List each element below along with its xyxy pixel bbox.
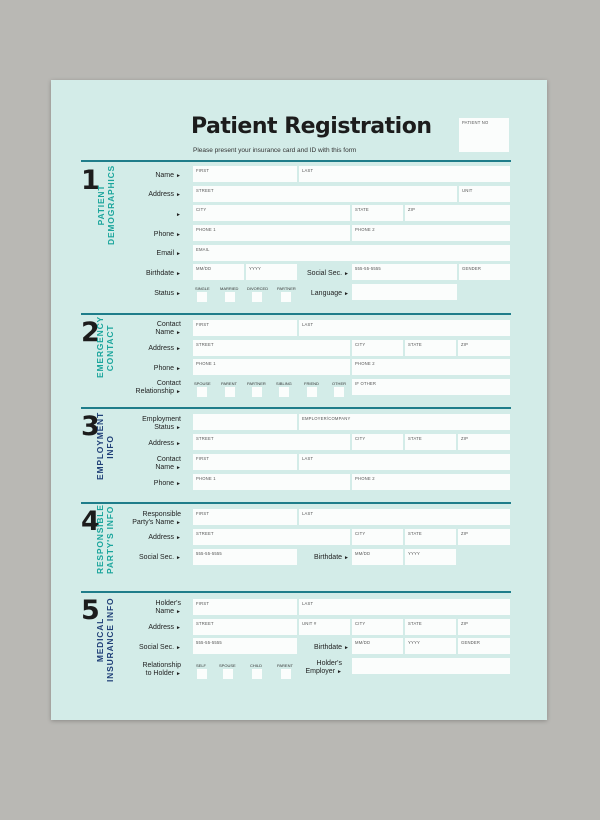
patient-no-label: PATIENT NO [462,120,489,125]
holder-ssn-label [51,644,181,652]
holder-first-field[interactable] [193,599,297,615]
responsible-first-field[interactable] [193,509,297,525]
section-1-number: 1 [81,165,100,196]
phone2-placeholder: PHONE 2 [355,361,375,366]
arrow-icon: ► [176,555,181,561]
ssn-placeholder: 555-55-5555 [196,551,222,556]
employment-zip-field[interactable] [458,434,510,450]
holder-birth-yyyy-field[interactable] [405,638,456,654]
first-placeholder: FIRST [196,456,210,461]
gender-placeholder: GENDER [462,266,482,271]
section-5-rule [81,591,511,593]
yyyy-placeholder: YYYY [408,551,420,556]
zip-placeholder: ZIP [408,207,416,212]
section-2-title-line2: CONTACT [105,324,115,372]
arrow-icon: ► [176,212,181,218]
section-3-number: 3 [81,411,100,442]
form-title: Patient Registration [191,114,432,139]
section-1-rule [81,160,511,162]
emergency-address-label [51,345,181,353]
arrow-icon: ► [176,671,181,677]
arrow-icon: ► [176,251,181,257]
emergency-street-field[interactable] [193,340,350,356]
self-label: SELF [196,663,207,668]
divorced-label: DIVORCED [247,286,269,291]
section-3-rule [81,407,511,409]
name-label-text: Name [155,172,175,179]
street-placeholder: STREET [196,436,214,441]
state-field[interactable] [352,205,403,221]
zip-field[interactable] [405,205,510,221]
unit-field[interactable] [459,186,510,202]
friend-checkbox[interactable] [307,387,317,397]
holder-unit-field[interactable] [299,619,350,635]
parent-label: PARENT [221,381,237,386]
label-line1: Relationship [142,662,181,669]
status-label-text: Status [154,290,175,297]
street-placeholder: STREET [196,531,214,536]
emergency-state-field[interactable] [405,340,456,356]
label-line2: Party's Name [132,519,175,526]
city-placeholder: CITY [355,621,366,626]
arrow-icon: ► [176,291,181,297]
label-line2: Employer [305,668,336,675]
emergency-phone2-field[interactable] [352,359,510,375]
street-placeholder: STREET [196,621,214,626]
employment-street-field[interactable] [193,434,350,450]
birthdate-label-text: Birthdate [146,270,175,277]
employment-state-field[interactable] [405,434,456,450]
parent-checkbox[interactable] [225,387,235,397]
employment-phone-label [51,480,181,488]
city-placeholder: CITY [355,531,366,536]
arrow-icon: ► [176,625,181,631]
address-label-text: Address [148,624,175,631]
responsible-city-field[interactable] [352,529,403,545]
email-field[interactable] [193,245,510,261]
language-field[interactable] [352,284,457,300]
arrow-icon: ► [176,535,181,541]
responsible-party-name-label [51,511,181,527]
holder-birthdate-label [219,644,349,652]
label-line1: Employment [142,416,181,423]
phone2-placeholder: PHONE 2 [355,227,375,232]
label-line2: to Holder [145,670,175,677]
child-label: CHILD [250,663,263,668]
holder-employer-field[interactable] [352,658,510,674]
single-checkbox[interactable] [197,292,207,302]
mmdd-placeholder: MM/DD [196,266,212,271]
phone-label-text: Phone [153,480,175,487]
section-4-title-line2: PARTY'S INFO [105,505,115,574]
responsible-zip-field[interactable] [458,529,510,545]
first-name-placeholder: FIRST [196,168,210,173]
gender-field[interactable] [459,264,510,280]
holder-name-label [51,600,181,616]
zip-placeholder: ZIP [461,342,469,347]
label-line2: Name [155,608,175,615]
unit-placeholder: UNIT # [302,621,317,626]
phone1-placeholder: PHONE 1 [196,476,216,481]
phone-label-text: Phone [153,365,175,372]
employment-contact-first-field[interactable] [193,454,297,470]
section-4-number: 4 [81,506,100,537]
phone1-placeholder: PHONE 1 [196,361,216,366]
last-name-field[interactable] [299,166,510,182]
gender-placeholder: GENDER [461,640,481,645]
zip-placeholder: ZIP [461,531,469,536]
partner-label: PARTNER [247,381,266,386]
phone1-placeholder: PHONE 1 [196,227,216,232]
employer-field[interactable] [299,414,510,430]
holder-gender-field[interactable] [458,638,510,654]
employment-address-label [51,440,181,448]
language-label-text: Language [310,290,343,297]
arrow-icon: ► [176,346,181,352]
state-placeholder: STATE [408,621,422,626]
emergency-phone-label [51,365,181,373]
state-placeholder: STATE [355,207,369,212]
address-label-text: Address [148,345,175,352]
section-3-title-line1: EMPLOYMENT [95,412,105,480]
arrow-icon: ► [176,441,181,447]
state-placeholder: STATE [408,342,422,347]
street-placeholder: STREET [196,342,214,347]
holder-zip-field[interactable] [458,619,510,635]
address-label-text: Address [148,191,175,198]
last-placeholder: LAST [302,322,314,327]
zip-placeholder: ZIP [461,621,469,626]
if-other-field[interactable] [352,379,510,395]
address-label-text: Address [148,440,175,447]
emergency-first-field[interactable] [193,320,297,336]
arrow-icon: ► [337,669,342,675]
emergency-phone1-field[interactable] [193,359,350,375]
single-label: SINGLE [195,286,210,291]
unit-placeholder: UNIT [462,188,473,193]
partner-checkbox[interactable] [252,387,262,397]
holder-address-label [51,624,181,632]
holder-birth-mmdd-field[interactable] [352,638,403,654]
email-label [51,250,181,258]
state-placeholder: STATE [408,436,422,441]
parent-label: PARENT [277,663,293,668]
birthdate-label [51,270,181,278]
section-5-number: 5 [81,595,100,626]
other-checkbox[interactable] [334,387,344,397]
zip-placeholder: ZIP [461,436,469,441]
employment-status-field[interactable] [193,414,297,430]
section-2-rule [81,313,511,315]
arrow-icon: ► [344,271,349,277]
spouse-checkbox[interactable] [197,387,207,397]
holder-last-field[interactable] [299,599,510,615]
address-label-text: Address [148,534,175,541]
arrow-icon: ► [176,232,181,238]
section-3-title-line2: INFO [105,435,115,459]
contact-relationship-label [51,380,181,396]
arrow-icon: ► [344,555,349,561]
last-placeholder: LAST [302,456,314,461]
street-field[interactable] [193,186,457,202]
state-placeholder: STATE [408,531,422,536]
city-placeholder: CITY [355,436,366,441]
employment-phone2-field[interactable] [352,474,510,490]
city-field[interactable] [193,205,350,221]
employment-phone1-field[interactable] [193,474,350,490]
first-placeholder: FIRST [196,322,210,327]
last-name-placeholder: LAST [302,168,314,173]
ssn-label-text: Social Sec. [139,644,175,651]
phone2-field[interactable] [352,225,510,241]
section-2-number: 2 [81,317,100,348]
phone1-field[interactable] [193,225,350,241]
spouse-label: SPOUSE [219,663,236,668]
arrow-icon: ► [176,271,181,277]
ssn-placeholder: 555-55-5555 [355,266,381,271]
label-line2: Status [154,424,175,431]
holder-state-field[interactable] [405,619,456,635]
ssn-placeholder: 555-55-5555 [196,640,222,645]
responsible-address-label [51,534,181,542]
emergency-city-field[interactable] [352,340,403,356]
label-line1: Contact [156,380,181,387]
emergency-zip-field[interactable] [458,340,510,356]
label-line1: Holder's [155,600,181,607]
responsible-last-field[interactable] [299,509,510,525]
form-subtitle: Please present your insurance card and ID with this form [193,147,357,154]
married-label: MARRIED [220,286,239,291]
employer-placeholder: EMPLOYER/COMPANY [302,416,351,421]
label-line2: Name [155,329,175,336]
arrow-icon: ► [176,330,181,336]
address-continued-label [51,211,181,219]
responsible-ssn-label [51,554,181,562]
arrow-icon: ► [176,425,181,431]
label-line2: Name [155,464,175,471]
employment-contact-name-label [51,456,181,472]
emergency-contact-name-label [51,321,181,337]
arrow-icon: ► [176,366,181,372]
section-4-title-line1: RESPONSIBLE [95,504,105,574]
ssn-field[interactable] [352,264,457,280]
arrow-icon: ► [176,465,181,471]
other-label: OTHER [332,381,346,386]
holder-city-field[interactable] [352,619,403,635]
holder-street-field[interactable] [193,619,297,635]
status-label [51,290,181,298]
first-placeholder: FIRST [196,601,210,606]
ssn-label-text: Social Sec. [307,270,343,277]
birthdate-label-text: Birthdate [314,644,343,651]
sibling-label: SIBLING [276,381,292,386]
arrow-icon: ► [176,609,181,615]
holder-employer-label [212,660,342,676]
patient-no-field[interactable] [459,118,509,152]
arrow-icon: ► [344,645,349,651]
mmdd-placeholder: MM/DD [355,640,371,645]
self-checkbox[interactable] [197,669,207,679]
phone2-placeholder: PHONE 2 [355,476,375,481]
street-placeholder: STREET [196,188,214,193]
phone-label [51,231,181,239]
responsible-birthdate-label [219,554,349,562]
city-placeholder: CITY [355,342,366,347]
section-2-title-line1: EMERGENCY [95,316,105,378]
if-other-placeholder: IF OTHER [355,381,377,386]
friend-label: FRIEND [304,381,319,386]
email-placeholder: EMAIL [196,247,210,252]
arrow-icon: ► [344,291,349,297]
spouse-label: SPOUSE [194,381,211,386]
section-5-title-line2: INSURANCE INFO [105,597,115,682]
emergency-last-field[interactable] [299,320,510,336]
address-label [51,191,181,199]
birthdate-label-text: Birthdate [314,554,343,561]
phone-label-text: Phone [153,231,175,238]
arrow-icon: ► [176,645,181,651]
arrow-icon: ► [176,389,181,395]
ssn-label [219,270,349,278]
name-label [51,172,181,180]
employment-city-field[interactable] [352,434,403,450]
email-label-text: Email [156,250,175,257]
label-line2: Relationship [135,388,175,395]
label-line1: Contact [156,456,181,463]
responsible-street-field[interactable] [193,529,350,545]
last-placeholder: LAST [302,601,314,606]
relationship-to-holder-label [51,662,181,678]
label-line1: Holder's [316,660,342,667]
yyyy-placeholder: YYYY [408,640,420,645]
first-name-field[interactable] [193,166,297,182]
registration-form [51,80,547,720]
last-placeholder: LAST [302,511,314,516]
language-label [219,290,349,298]
section-5-title-line1: MEDICAL [95,617,105,663]
mmdd-placeholder: MM/DD [355,551,371,556]
label-line1: Responsible [142,511,181,518]
employment-contact-last-field[interactable] [299,454,510,470]
partner-label: PARTNER [277,286,296,291]
arrow-icon: ► [176,173,181,179]
arrow-icon: ► [176,481,181,487]
section-4-rule [81,502,511,504]
responsible-birth-mmdd-field[interactable] [352,549,403,565]
ssn-label-text: Social Sec. [139,554,175,561]
responsible-state-field[interactable] [405,529,456,545]
section-1-title-text: PATIENT DEMOGRAPHICS [96,165,116,245]
label-line1: Contact [156,321,181,328]
sibling-checkbox[interactable] [279,387,289,397]
arrow-icon: ► [176,192,181,198]
yyyy-placeholder: YYYY [249,266,261,271]
arrow-icon: ► [176,520,181,526]
responsible-birth-yyyy-field[interactable] [405,549,456,565]
city-placeholder: CITY [196,207,207,212]
first-placeholder: FIRST [196,511,210,516]
employment-status-label [51,416,181,432]
